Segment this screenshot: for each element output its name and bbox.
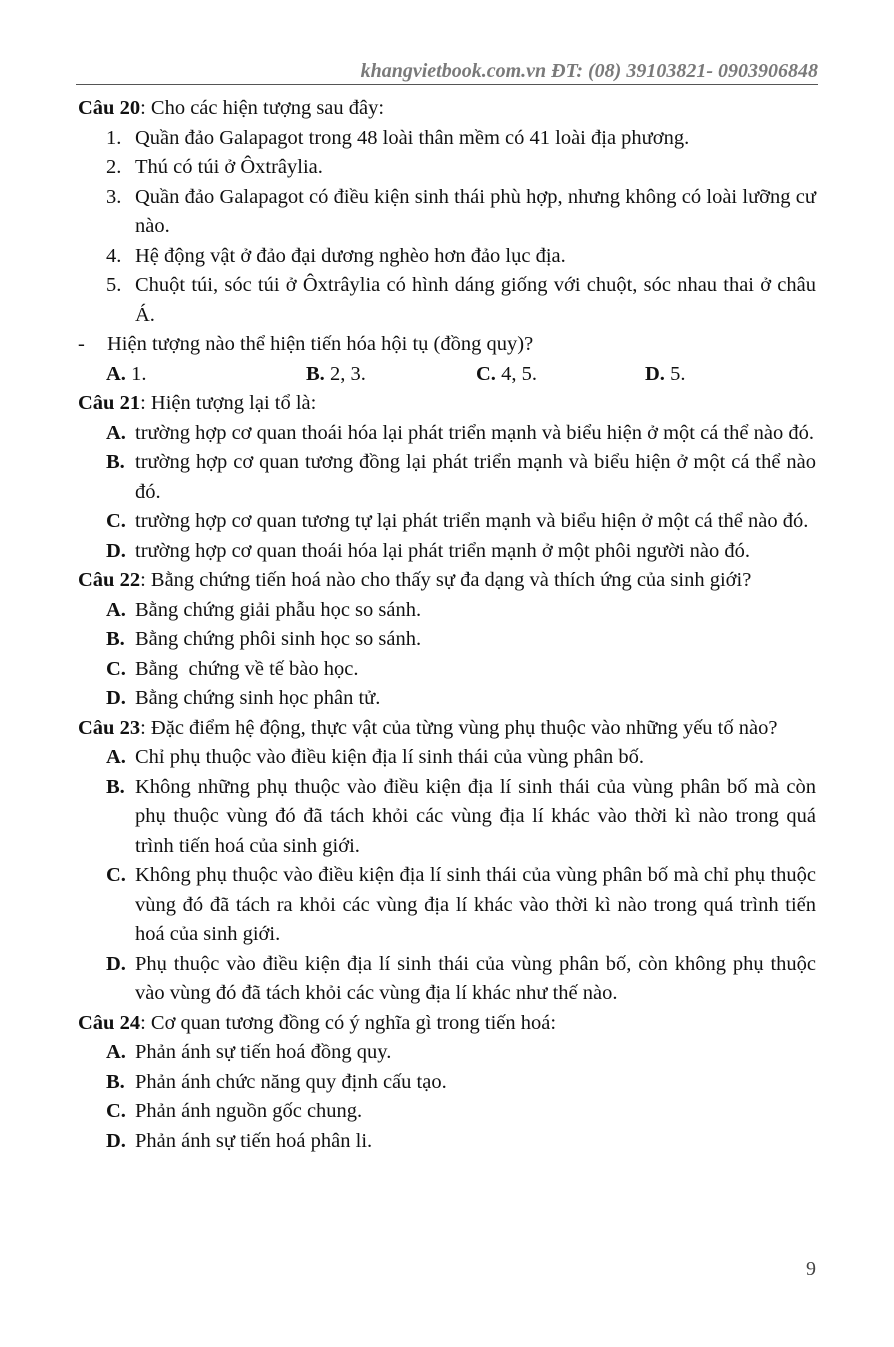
option-letter: C. bbox=[106, 1100, 126, 1122]
answer-option-c bbox=[78, 655, 816, 685]
answer-option-a bbox=[106, 360, 146, 390]
numbered-list bbox=[78, 124, 816, 331]
answer-option-b bbox=[78, 773, 816, 862]
question-label: Câu 22 bbox=[78, 569, 141, 591]
question-prompt: : Cho các hiện tượng sau đây: bbox=[140, 97, 385, 119]
list-item-text: Chuột túi, sóc túi ở Ôxtrâylia có hình dáng giống với chuột, sóc nhau thai ở châu Á. bbox=[135, 274, 816, 326]
option-letter: D. bbox=[645, 362, 665, 385]
list-item-number: 5. bbox=[106, 274, 122, 296]
dash-bullet: - bbox=[78, 333, 85, 355]
option-text: Bằng chứng về tế bào học. bbox=[135, 657, 359, 680]
list-item bbox=[78, 242, 816, 272]
option-letter: D. bbox=[106, 952, 126, 975]
answer-option-d bbox=[78, 537, 816, 567]
option-letter: C. bbox=[106, 657, 126, 680]
sub-question-text: Hiện tượng nào thể hiện tiến hóa hội tụ (đồng quy)? bbox=[107, 333, 534, 355]
option-text: Phản ánh nguồn gốc chung. bbox=[135, 1100, 363, 1122]
question-24 bbox=[78, 1009, 816, 1157]
list-item-text: Thú có túi ở Ôxtrâylia. bbox=[135, 156, 323, 178]
option-letter: A. bbox=[106, 362, 126, 385]
option-text: 4, 5. bbox=[495, 362, 537, 385]
option-text: Bằng chứng sinh học phân tử. bbox=[135, 687, 381, 709]
question-label: Câu 23 bbox=[78, 716, 141, 739]
list-item-text: Quần đảo Galapagot trong 48 loài thân mềm có 41 loài địa phương. bbox=[135, 126, 690, 149]
page-header: khangvietbook.com.vn ĐT: (08) 39103821- 0903906848 bbox=[360, 60, 818, 82]
answer-option-b bbox=[78, 448, 816, 507]
header-divider bbox=[76, 84, 818, 85]
option-text: trường hợp cơ quan thoái hóa lại phát triển mạnh và biểu hiện ở một cá thể nào đó. bbox=[135, 421, 814, 444]
option-text: Phản ánh sự tiến hoá phân li. bbox=[135, 1129, 373, 1152]
option-letter: C. bbox=[476, 362, 496, 385]
option-letter: C. bbox=[106, 864, 126, 886]
question-23 bbox=[78, 714, 816, 1009]
option-text: trường hợp cơ quan tương tự lại phát triển mạnh và biểu hiện ở một cá thể nào đó. bbox=[135, 510, 809, 532]
question-prompt: : Hiện tượng lại tổ là: bbox=[140, 392, 317, 414]
answer-option-a bbox=[78, 743, 816, 773]
option-letter: B. bbox=[106, 775, 125, 798]
answer-option-b bbox=[306, 360, 366, 390]
option-text: Không những phụ thuộc vào điều kiện địa lí sinh thái của vùng phân bố mà còn phụ thuộc vùng đó đã tách khỏi các vùng địa lí khác vào thời kì nào trong quá trình tiến hoá của sinh giới. bbox=[135, 775, 816, 857]
option-letter: C. bbox=[106, 510, 126, 532]
answer-options-row bbox=[78, 360, 816, 390]
option-letter: D. bbox=[106, 1129, 126, 1152]
list-item-number: 4. bbox=[106, 244, 122, 267]
answer-option-c bbox=[78, 861, 816, 950]
question-21-stem bbox=[78, 389, 816, 419]
question-20-stem bbox=[78, 94, 816, 124]
option-letter: D. bbox=[106, 687, 126, 709]
question-prompt: : Bằng chứng tiến hoá nào cho thấy sự đa dạng và thích ứng của sinh giới? bbox=[140, 569, 752, 591]
list-item bbox=[78, 124, 816, 154]
question-label: Câu 21 bbox=[78, 392, 141, 414]
option-letter: B. bbox=[106, 1070, 125, 1093]
option-letter: B. bbox=[106, 451, 125, 473]
question-label: Câu 24 bbox=[78, 1011, 141, 1034]
document-body bbox=[78, 94, 816, 1156]
option-letter: D. bbox=[106, 539, 126, 562]
option-text: Bằng chứng phôi sinh học so sánh. bbox=[135, 628, 422, 650]
option-text: Phản ánh sự tiến hoá đồng quy. bbox=[135, 1041, 392, 1063]
question-23-stem bbox=[78, 714, 816, 744]
answer-option-c bbox=[78, 1097, 816, 1127]
list-item bbox=[78, 153, 816, 183]
option-text: trường hợp cơ quan tương đồng lại phát triển mạnh và biểu hiện ở một cá thể nào đó. bbox=[135, 451, 816, 503]
answer-option-a bbox=[78, 596, 816, 626]
sub-question bbox=[78, 330, 816, 360]
list-item-number: 1. bbox=[106, 126, 122, 149]
option-text: 2, 3. bbox=[324, 362, 366, 385]
answer-option-d bbox=[78, 950, 816, 1009]
answer-option-d bbox=[78, 684, 816, 714]
list-item-text: Hệ động vật ở đảo đại dương nghèo hơn đảo lục địa. bbox=[135, 244, 566, 267]
question-22 bbox=[78, 566, 816, 714]
answer-option-d bbox=[645, 360, 685, 390]
answer-option-b bbox=[78, 625, 816, 655]
option-letter: A. bbox=[106, 746, 126, 768]
option-text: trường hợp cơ quan thoái hóa lại phát triển mạnh ở một phôi người nào đó. bbox=[135, 539, 751, 562]
list-item-text: Quần đảo Galapagot có điều kiện sinh thái phù hợp, nhưng không có loài lưỡng cư nào. bbox=[135, 185, 816, 237]
answer-option-c bbox=[476, 360, 537, 390]
question-prompt: : Đặc điểm hệ động, thực vật của từng vùng phụ thuộc vào những yếu tố nào? bbox=[140, 716, 778, 739]
option-text: 1. bbox=[125, 362, 147, 385]
option-text: Phụ thuộc vào điều kiện địa lí sinh thái của vùng phân bố, còn không phụ thuộc vào vùng đó đã tách khỏi các vùng địa lí khác như thế nào. bbox=[135, 952, 816, 1004]
question-24-stem bbox=[78, 1009, 816, 1039]
list-item-number: 3. bbox=[106, 185, 122, 208]
option-letter: B. bbox=[306, 362, 325, 385]
question-prompt: : Cơ quan tương đồng có ý nghĩa gì trong tiến hoá: bbox=[140, 1011, 557, 1034]
option-text: Phản ánh chức năng quy định cấu tạo. bbox=[135, 1070, 447, 1093]
question-20 bbox=[78, 94, 816, 389]
option-letter: A. bbox=[106, 421, 126, 444]
question-label: Câu 20 bbox=[78, 97, 141, 119]
option-text: Không phụ thuộc vào điều kiện địa lí sinh thái của vùng phân bố mà chỉ phụ thuộc vùng đó đã tách ra khỏi các vùng địa lí khác vào thời kì nào trong quá trình tiến hoá của sinh giới. bbox=[135, 864, 816, 945]
page-number: 9 bbox=[806, 1258, 816, 1280]
option-text: Chỉ phụ thuộc vào điều kiện địa lí sinh thái của vùng phân bố. bbox=[135, 746, 644, 768]
answer-option-a bbox=[78, 1038, 816, 1068]
answer-option-d bbox=[78, 1127, 816, 1157]
question-21 bbox=[78, 389, 816, 566]
option-letter: A. bbox=[106, 598, 126, 621]
option-text: Bằng chứng giải phẫu học so sánh. bbox=[135, 598, 422, 621]
list-item bbox=[78, 271, 816, 330]
option-letter: A. bbox=[106, 1041, 126, 1063]
option-letter: B. bbox=[106, 628, 125, 650]
answer-option-a bbox=[78, 419, 816, 449]
list-item-number: 2. bbox=[106, 156, 122, 178]
answer-option-b bbox=[78, 1068, 816, 1098]
answer-option-c bbox=[78, 507, 816, 537]
list-item bbox=[78, 183, 816, 242]
option-text: 5. bbox=[664, 362, 686, 385]
question-22-stem bbox=[78, 566, 816, 596]
